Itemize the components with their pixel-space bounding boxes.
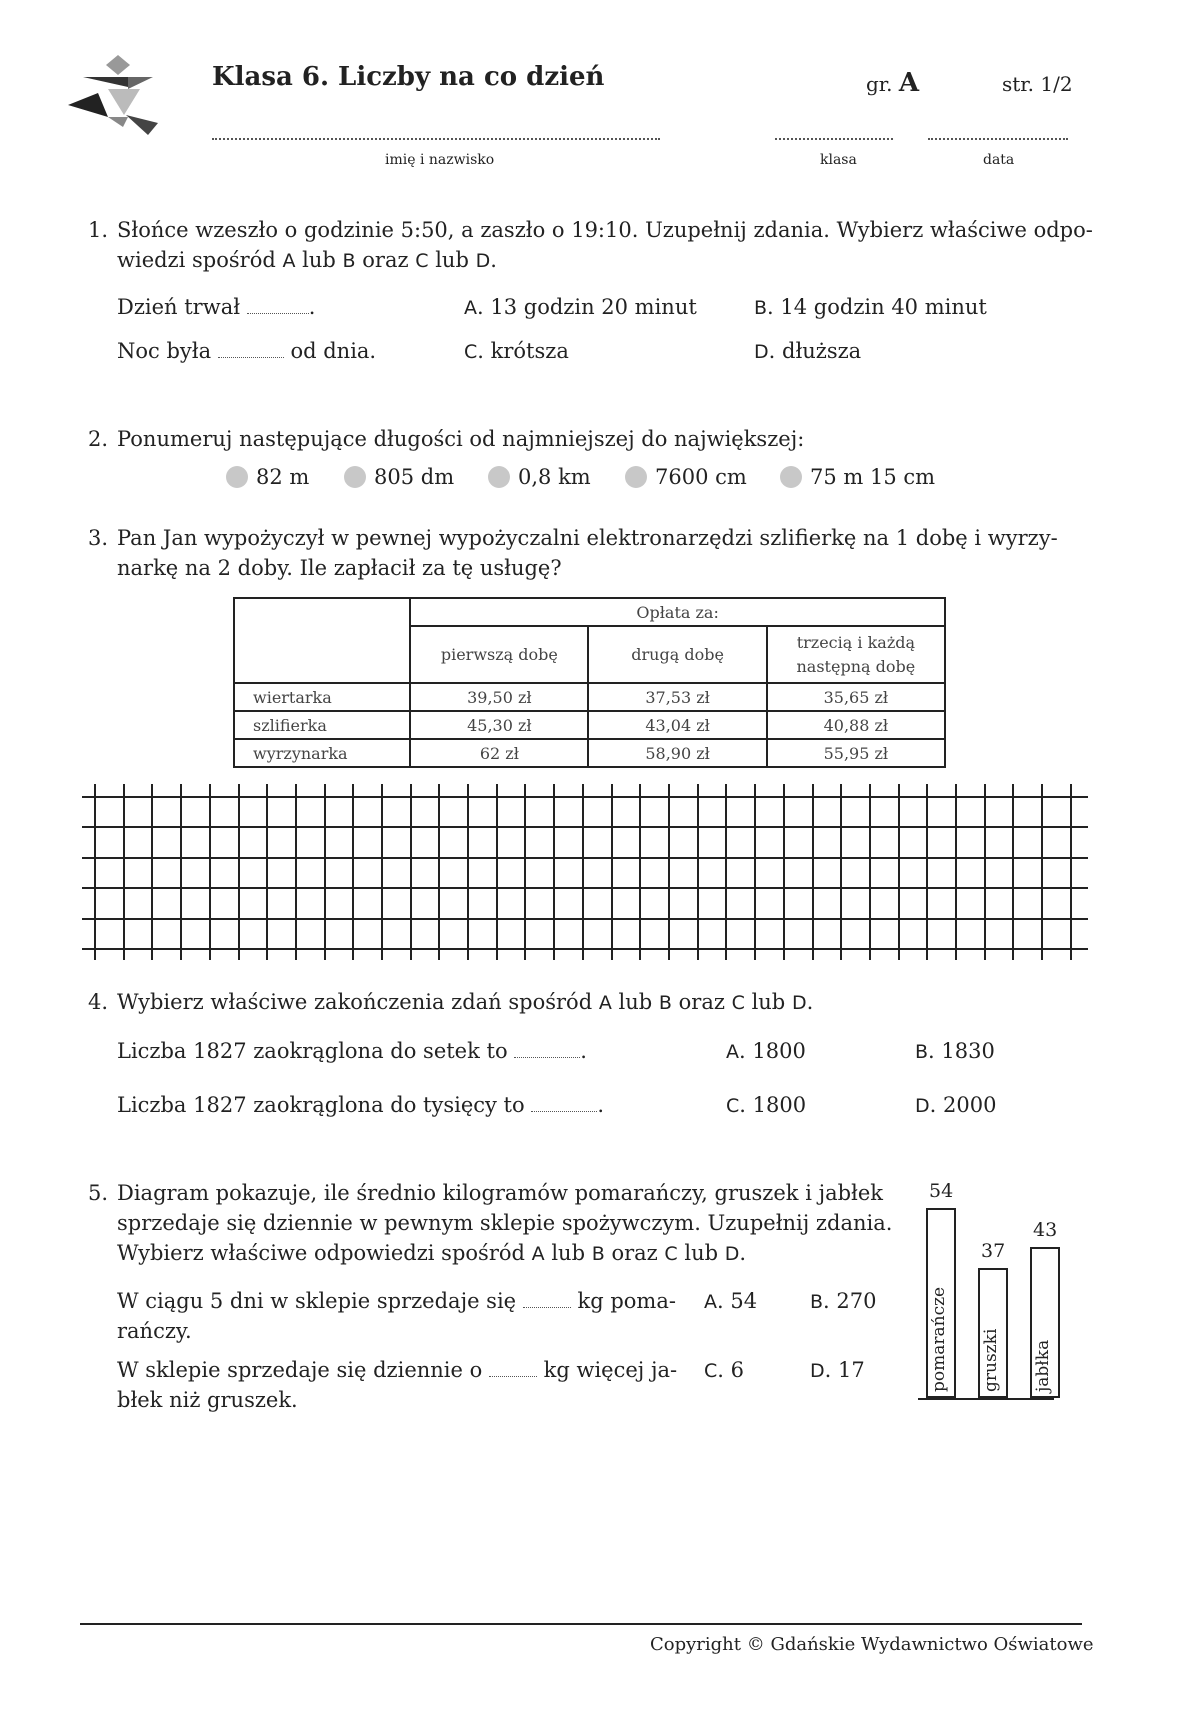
grid-line xyxy=(295,784,297,960)
table-cell: 62 zł xyxy=(410,739,588,767)
table-header: trzecią i każdą następną dobę xyxy=(767,626,945,683)
table-header: pierwszą dobę xyxy=(410,626,588,683)
q2-item[interactable]: 805 dm xyxy=(344,462,454,492)
grid-line xyxy=(266,784,268,960)
q4-option-b[interactable]: B. 1830 xyxy=(915,1039,995,1063)
q2-number: 2. xyxy=(88,427,109,451)
grid-line xyxy=(82,826,1088,828)
q5-option-a[interactable]: A. 54 xyxy=(704,1289,758,1313)
circle-icon[interactable] xyxy=(226,466,248,488)
q1-line1: Słońce wzeszło o godzinie 5:50, a zaszło o 19:10. Uzupełnij zdania. Wybierz właściwe odpo- xyxy=(117,218,1093,242)
q4-number: 4. xyxy=(88,990,109,1014)
grid-line xyxy=(1070,784,1072,960)
grid-line xyxy=(438,784,440,960)
circle-icon[interactable] xyxy=(780,466,802,488)
page-title: Klasa 6. Liczby na co dzień xyxy=(212,62,605,92)
grid-line xyxy=(123,784,125,960)
q3-number: 3. xyxy=(88,526,109,550)
group-letter: A xyxy=(898,68,920,98)
grid-line xyxy=(553,784,555,960)
q1-option-b[interactable]: B. 14 godzin 40 minut xyxy=(754,295,987,319)
q4-sentence2: Liczba 1827 zaokrąglona do tysięcy to . xyxy=(117,1090,604,1120)
q2-item[interactable]: 82 m xyxy=(226,462,309,492)
chart-category-label: jabłka xyxy=(1033,1339,1053,1392)
footer-divider xyxy=(80,1623,1082,1625)
table-header: drugą dobę xyxy=(588,626,766,683)
q2-text: Ponumeruj następujące długości od najmniejszej do największej: xyxy=(117,427,805,451)
grid-line xyxy=(898,784,900,960)
table-row xyxy=(234,739,945,767)
logo-arm-left xyxy=(83,77,128,87)
grid-line xyxy=(94,784,96,960)
grid-line xyxy=(209,784,211,960)
table-cell: szlifierka xyxy=(234,711,410,739)
q1-option-a[interactable]: A. 13 godzin 20 minut xyxy=(464,295,697,319)
class-field[interactable] xyxy=(775,138,893,140)
chart-baseline xyxy=(918,1398,1054,1400)
q1-line2: wiedzi spośród A lub B oraz C lub D. xyxy=(117,248,497,272)
grid-line xyxy=(180,784,182,960)
chart-value-label: 54 xyxy=(929,1180,954,1202)
class-label: klasa xyxy=(820,152,857,168)
q4-answer2-blank[interactable] xyxy=(531,1090,597,1112)
grid-line xyxy=(582,784,584,960)
grid-line xyxy=(697,784,699,960)
grid-line xyxy=(82,857,1088,859)
table-cell: 40,88 zł xyxy=(767,711,945,739)
group-label: gr. A xyxy=(866,68,920,98)
q4-sentence1: Liczba 1827 zaokrąglona do setek to . xyxy=(117,1036,587,1066)
grid-line xyxy=(82,948,1088,950)
q5-line2: sprzedaje się dziennie w pewnym sklepie spożywczym. Uzupełnij zdania. xyxy=(117,1211,893,1235)
q5-answer2-blank[interactable] xyxy=(489,1355,537,1377)
q2-item[interactable]: 75 m 15 cm xyxy=(780,462,935,492)
grid-line xyxy=(611,784,613,960)
table-cell: 35,65 zł xyxy=(767,683,945,711)
grid-line xyxy=(955,784,957,960)
q5-sentence1: W ciągu 5 dni w sklepie sprzedaje się kg poma- xyxy=(117,1286,676,1316)
logo-body xyxy=(108,89,140,115)
q1-option-d[interactable]: D. dłuższa xyxy=(754,339,862,363)
q3-line2: narkę na 2 doby. Ile zapłacił za tę usługę? xyxy=(117,556,562,580)
q5-answer1-blank[interactable] xyxy=(523,1286,571,1308)
grid-line xyxy=(926,784,928,960)
grid-line xyxy=(82,887,1088,889)
table-cell: 37,53 zł xyxy=(588,683,766,711)
q5-line1: Diagram pokazuje, ile średnio kilogramów pomarańczy, gruszek i jabłek xyxy=(117,1181,884,1205)
table-cell: 58,90 zł xyxy=(588,739,766,767)
table-row xyxy=(234,683,945,711)
publisher-logo xyxy=(68,55,163,135)
grid-line xyxy=(324,784,326,960)
q5-option-c[interactable]: C. 6 xyxy=(704,1358,745,1382)
chart-value-label: 43 xyxy=(1033,1219,1058,1241)
table-row xyxy=(234,711,945,739)
fee-table xyxy=(233,597,946,768)
name-label: imię i nazwisko xyxy=(385,152,495,168)
grid-line xyxy=(82,796,1088,798)
q1-answer2-blank[interactable] xyxy=(218,336,284,358)
q5-option-d[interactable]: D. 17 xyxy=(810,1358,865,1382)
q4-option-c[interactable]: C. 1800 xyxy=(726,1093,807,1117)
circle-icon[interactable] xyxy=(344,466,366,488)
q4-intro: Wybierz właściwe zakończenia zdań spośród A lub B oraz C lub D. xyxy=(117,990,814,1014)
table-cell: 39,50 zł xyxy=(410,683,588,711)
table-cell: 55,95 zł xyxy=(767,739,945,767)
grid-line xyxy=(869,784,871,960)
q2-item[interactable]: 0,8 km xyxy=(488,462,591,492)
q1-option-c[interactable]: C. krótsza xyxy=(464,339,569,363)
q5-number: 5. xyxy=(88,1181,109,1205)
grid-line xyxy=(410,784,412,960)
q5-option-b[interactable]: B. 270 xyxy=(810,1289,877,1313)
q4-option-a[interactable]: A. 1800 xyxy=(726,1039,806,1063)
grid-line xyxy=(725,784,727,960)
grid-line xyxy=(496,784,498,960)
table-cell: wiertarka xyxy=(234,683,410,711)
grid-line xyxy=(783,784,785,960)
q3-line1: Pan Jan wypożyczył w pewnej wypożyczalni elektronarzędzi szlifierkę na 1 dobę i wyrzy- xyxy=(117,526,1058,550)
q1-answer1-blank[interactable] xyxy=(247,292,309,314)
sales-bar-chart xyxy=(914,1180,1058,1410)
q2-item[interactable]: 7600 cm xyxy=(625,462,747,492)
chart-category-label: gruszki xyxy=(981,1328,1001,1392)
grid-line xyxy=(151,784,153,960)
circle-icon[interactable] xyxy=(625,466,647,488)
grid-line xyxy=(352,784,354,960)
grid-line xyxy=(381,784,383,960)
grid-line xyxy=(1012,784,1014,960)
grid-line xyxy=(840,784,842,960)
q5-line3: Wybierz właściwe odpowiedzi spośród A lub B oraz C lub D. xyxy=(117,1241,747,1265)
table-corner xyxy=(234,598,410,683)
chart-category-label: pomarańcze xyxy=(929,1286,949,1392)
grid-line xyxy=(984,784,986,960)
logo-piece xyxy=(108,117,128,127)
answer-grid[interactable] xyxy=(82,784,1088,960)
copyright: Copyright © Gdańskie Wydawnictwo Oświatowe xyxy=(650,1634,1094,1655)
grid-line xyxy=(467,784,469,960)
q5-sentence1-cont: rańczy. xyxy=(117,1319,192,1343)
logo-arm-right xyxy=(128,77,153,89)
q1-number: 1. xyxy=(88,218,109,242)
grid-line xyxy=(639,784,641,960)
grid-line xyxy=(668,784,670,960)
date-label: data xyxy=(983,152,1015,168)
grid-line xyxy=(238,784,240,960)
logo-leg-left xyxy=(68,93,108,117)
grid-line xyxy=(1041,784,1043,960)
q5-sentence2: W sklepie sprzedaje się dziennie o kg więcej ja- xyxy=(117,1355,677,1385)
logo-head xyxy=(106,55,130,75)
q4-option-d[interactable]: D. 2000 xyxy=(915,1093,997,1117)
date-field[interactable] xyxy=(928,138,1068,140)
table-group-header: Opłata za: xyxy=(410,598,945,626)
table-cell: 43,04 zł xyxy=(588,711,766,739)
grid-line xyxy=(754,784,756,960)
circle-icon[interactable] xyxy=(488,466,510,488)
table-cell: 45,30 zł xyxy=(410,711,588,739)
chart-value-label: 37 xyxy=(981,1240,1006,1262)
grid-line xyxy=(524,784,526,960)
logo-leg-right xyxy=(126,115,158,135)
q5-sentence2-cont: błek niż gruszek. xyxy=(117,1388,298,1412)
grid-line xyxy=(82,918,1088,920)
page-number: str. 1/2 xyxy=(1002,72,1073,96)
q1-sentence2: Noc była od dnia. xyxy=(117,336,376,366)
q1-sentence1: Dzień trwał . xyxy=(117,292,315,322)
q4-answer1-blank[interactable] xyxy=(514,1036,580,1058)
name-field[interactable] xyxy=(212,138,660,140)
table-cell: wyrzynarka xyxy=(234,739,410,767)
grid-line xyxy=(812,784,814,960)
